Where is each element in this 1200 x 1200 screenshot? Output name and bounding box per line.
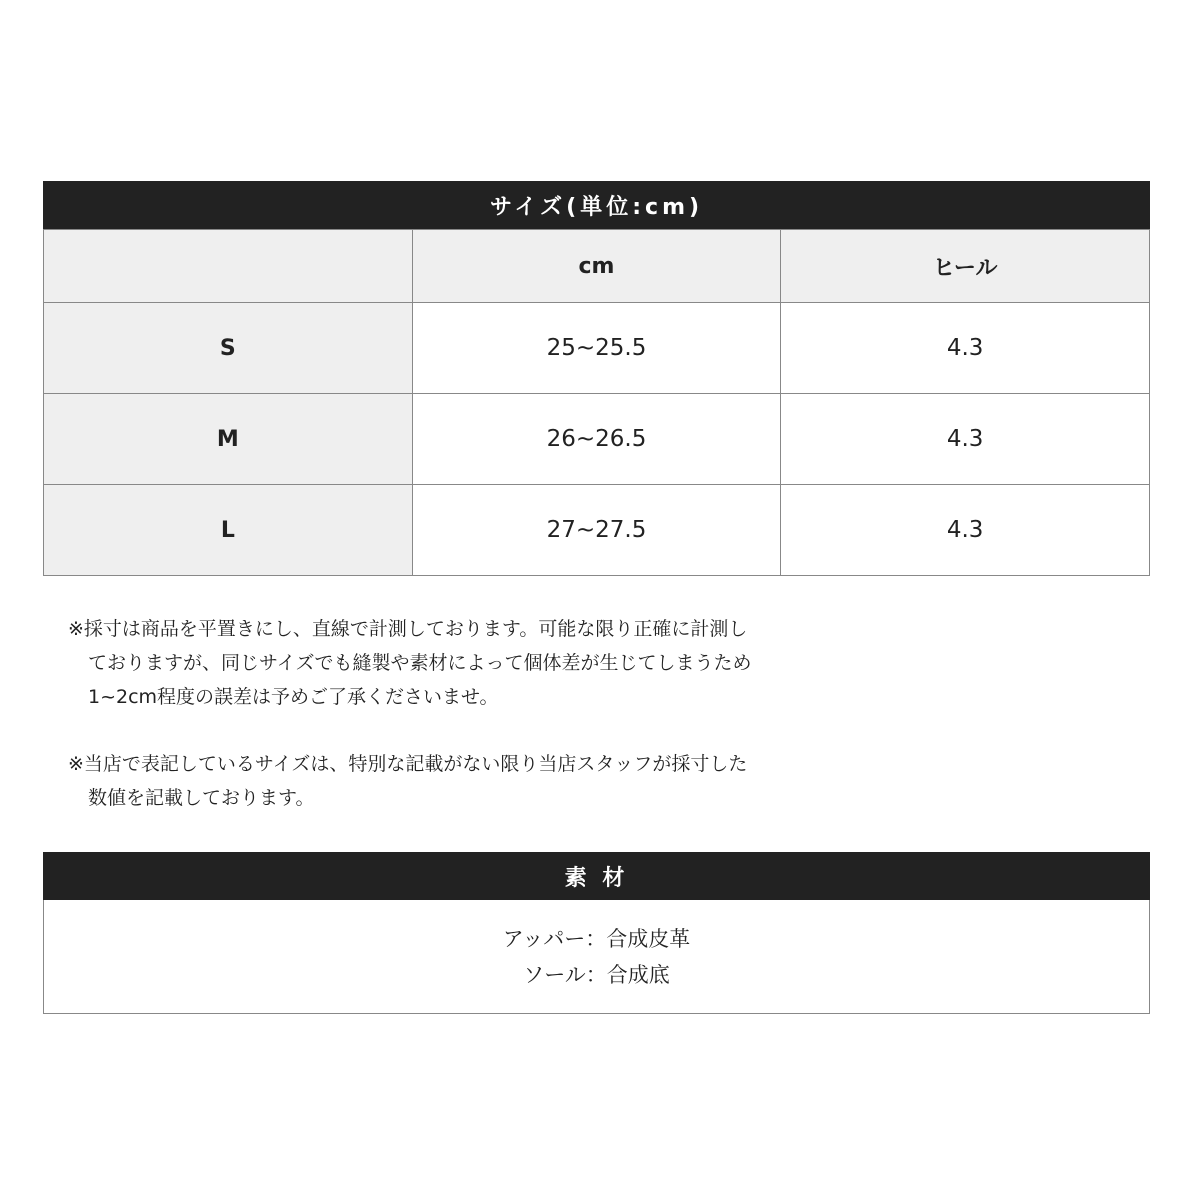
note-line: ※当店で表記しているサイズは、特別な記載がない限り当店スタッフが採寸した xyxy=(68,753,748,775)
table-header-row xyxy=(44,230,1150,303)
cm-value-cell: 27~27.5 xyxy=(412,485,781,576)
header-cell-empty xyxy=(44,230,413,303)
note-line: 1~2cm程度の誤差は予めご了承くださいませ。 xyxy=(88,686,499,708)
size-table xyxy=(43,229,1150,576)
size-label-cell: S xyxy=(44,303,413,394)
table-row xyxy=(44,394,1150,485)
table-row xyxy=(44,485,1150,576)
material-section xyxy=(43,852,1150,1014)
cm-value-cell: 25~25.5 xyxy=(412,303,781,394)
size-label-cell: L xyxy=(44,485,413,576)
note-line: ※採寸は商品を平置きにし、直線で計測しております。可能な限り正確に計測し xyxy=(68,618,748,640)
heel-value-cell: 4.3 xyxy=(781,394,1150,485)
note-line: ておりますが、同じサイズでも縫製や素材によって個体差が生じてしまうため xyxy=(88,652,752,674)
size-label-cell: M xyxy=(44,394,413,485)
cm-value-cell: 26~26.5 xyxy=(412,394,781,485)
material-title: 素 材 xyxy=(43,852,1150,900)
heel-value-cell: 4.3 xyxy=(781,485,1150,576)
material-body xyxy=(43,900,1150,1014)
header-cell-cm: cm xyxy=(412,230,781,303)
header-cell-heel: ヒール xyxy=(781,230,1150,303)
table-row xyxy=(44,303,1150,394)
notes-section xyxy=(68,612,848,848)
material-sole: ソール：合成底 xyxy=(523,962,670,987)
size-display-note xyxy=(68,747,848,815)
heel-value-cell: 4.3 xyxy=(781,303,1150,394)
material-upper: アッパー：合成皮革 xyxy=(502,926,691,951)
size-chart-title: サイズ(単位:cm) xyxy=(43,181,1150,229)
note-line: 数値を記載しております。 xyxy=(88,787,315,809)
measurement-note xyxy=(68,612,848,714)
size-chart-section xyxy=(43,181,1150,576)
